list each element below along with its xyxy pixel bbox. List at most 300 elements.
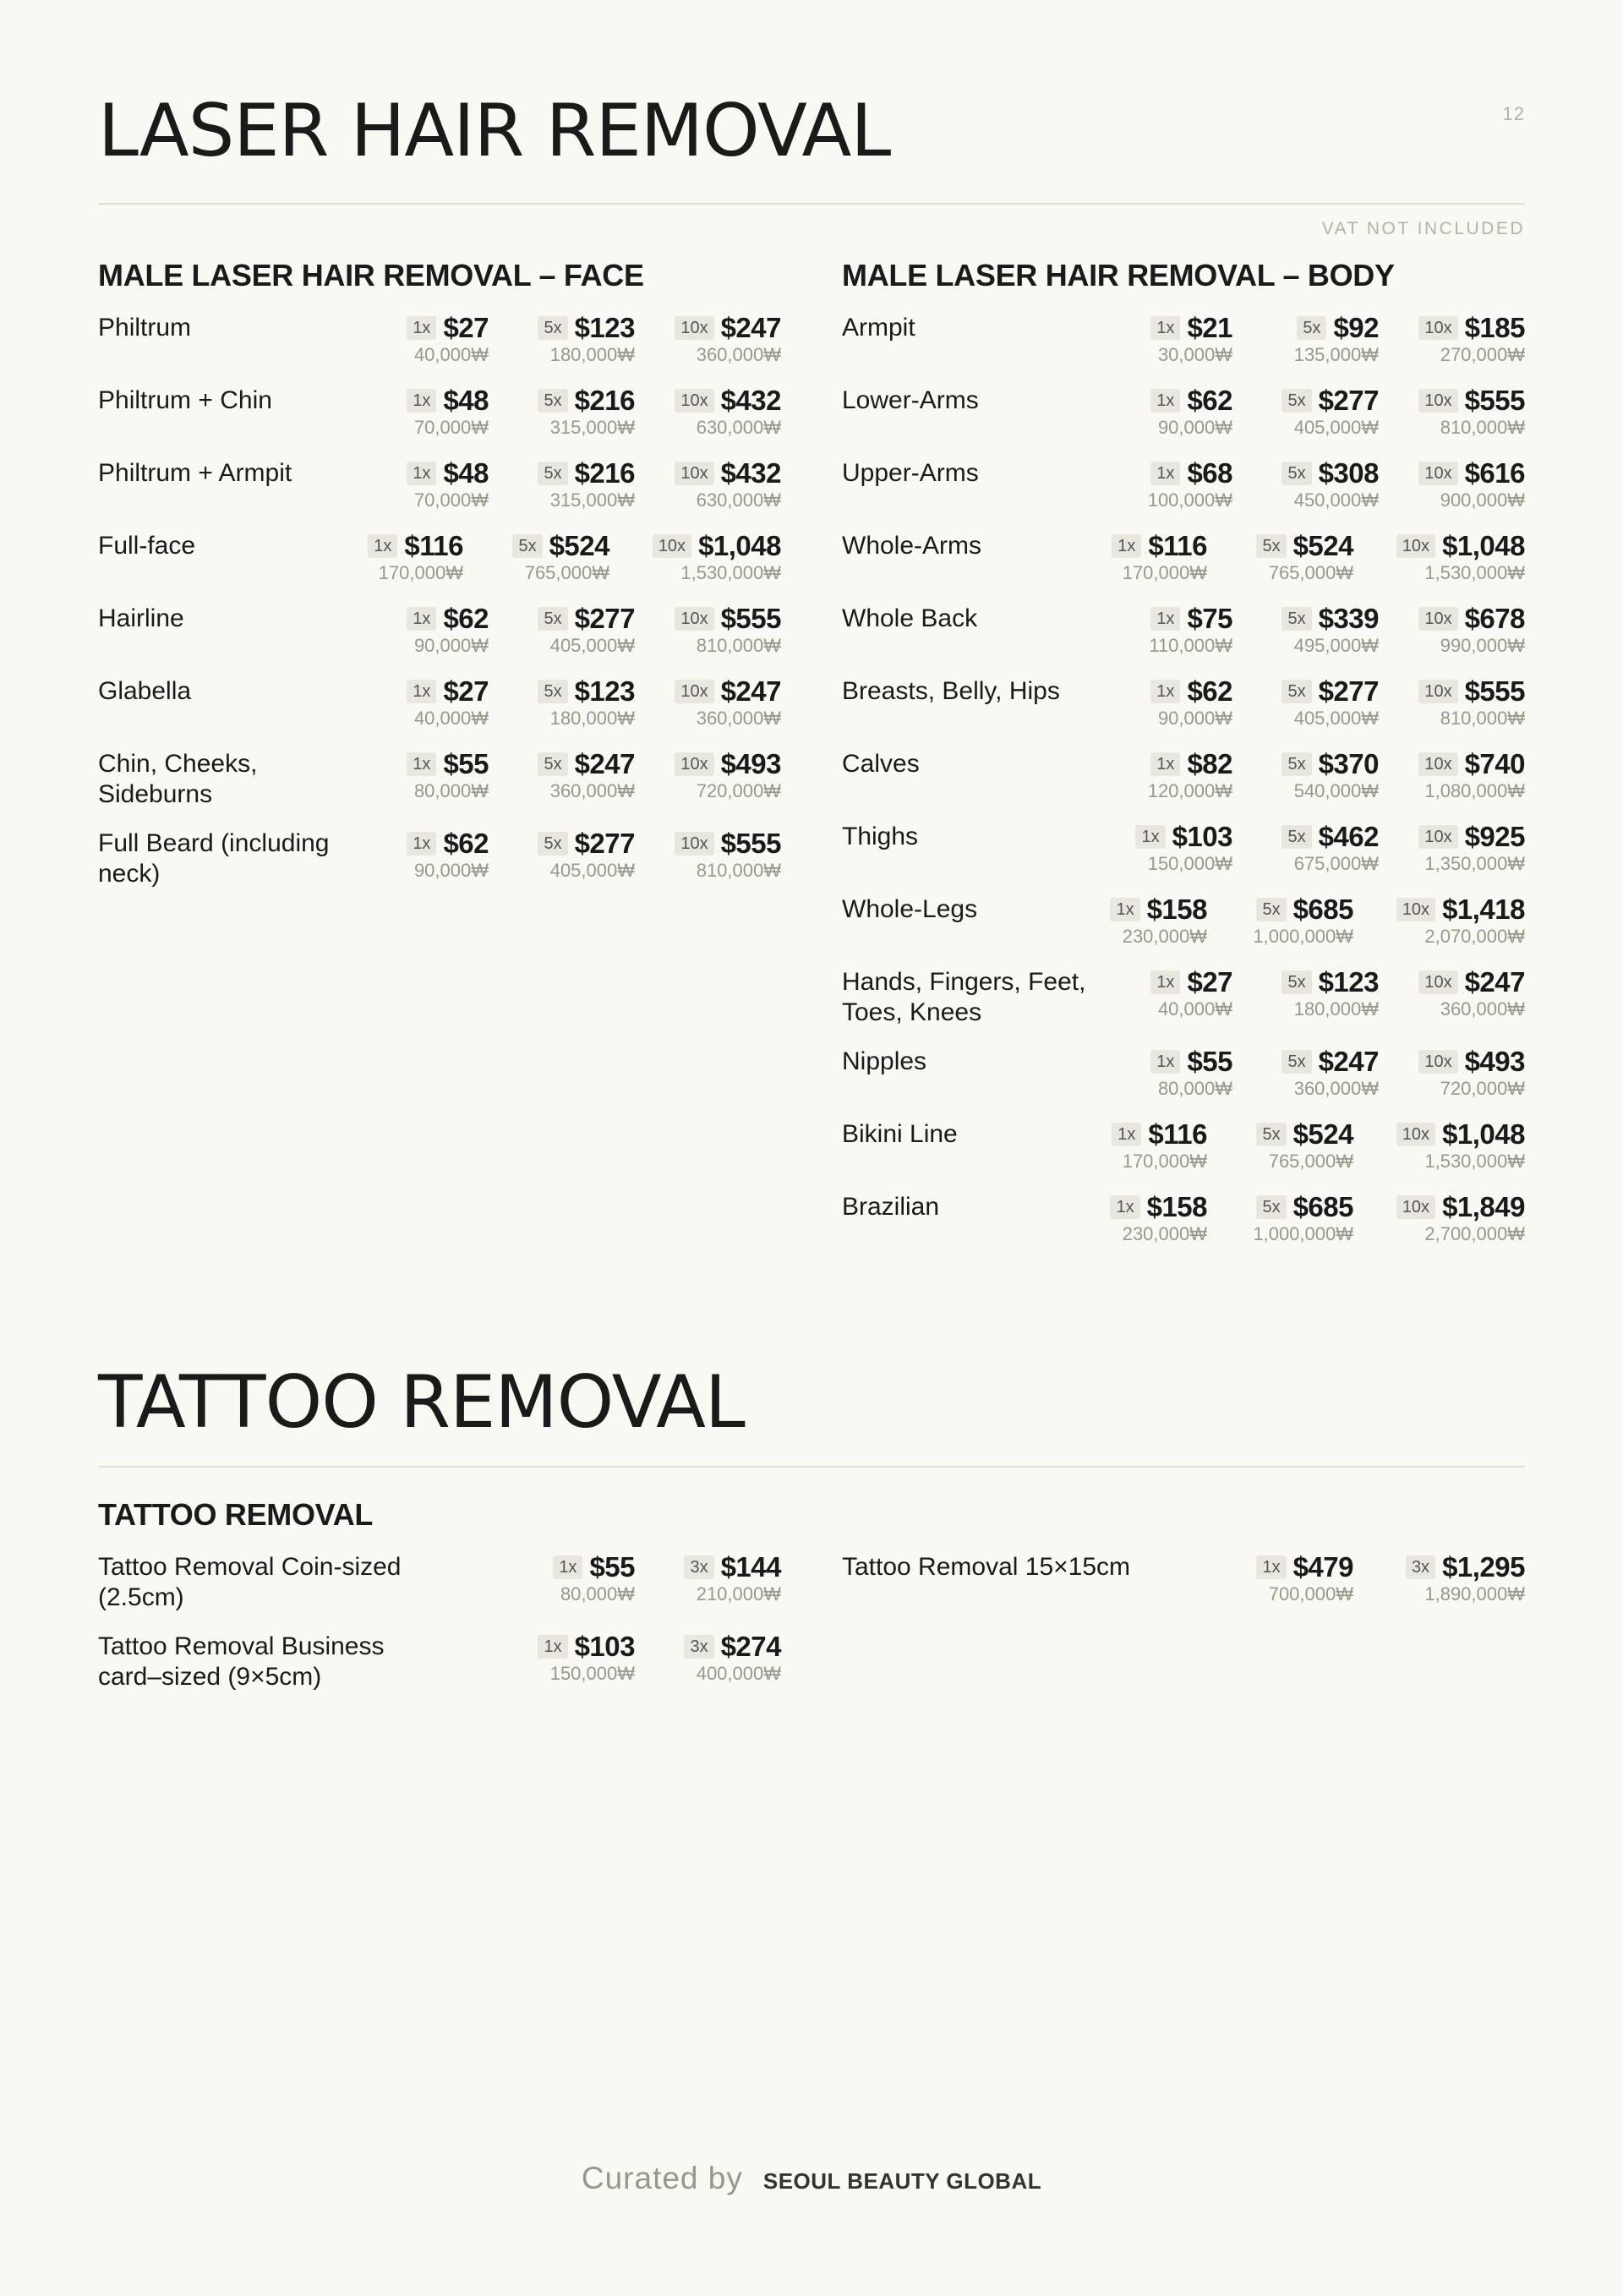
- session-badge: 10x: [675, 752, 713, 776]
- krw-price: 270,000₩: [1440, 343, 1525, 365]
- price-top: [1207, 1552, 1353, 1583]
- treatment-name: Armpit: [842, 313, 915, 342]
- session-badge: 5x: [1281, 389, 1311, 413]
- vat-note: VAT NOT INCLUDED: [1321, 219, 1525, 238]
- session-badge: 1x: [407, 389, 436, 413]
- usd-price: $21: [1187, 311, 1232, 343]
- session-badge: 5x: [1281, 825, 1311, 849]
- session-badge: 3x: [684, 1555, 713, 1579]
- curated-label: Curated by: [581, 2161, 743, 2195]
- krw-price: 360,000₩: [549, 779, 635, 801]
- treatment-name: Thighs: [842, 822, 919, 850]
- face-title: MALE LASER HAIR REMOVAL – FACE: [98, 258, 644, 292]
- price-row: [98, 604, 781, 658]
- price-top: [1086, 313, 1232, 343]
- session-badge: 1x: [1150, 462, 1180, 485]
- session-badge: 1x: [1110, 898, 1139, 921]
- treatment-name: Nipples: [842, 1047, 927, 1075]
- price-group: [1061, 1192, 1525, 1246]
- price-top: [635, 458, 781, 489]
- price-top: [463, 531, 609, 561]
- price-cell: [1207, 1119, 1353, 1173]
- treatment-name: Breasts, Belly, Hips: [842, 676, 1060, 705]
- price-top: [1086, 458, 1232, 489]
- price-row: [842, 1192, 1525, 1246]
- price-group: [1061, 894, 1525, 948]
- price-top: [1061, 1192, 1207, 1222]
- price-cell: [1353, 531, 1525, 585]
- price-top: [489, 828, 635, 859]
- price-top: [1353, 894, 1525, 925]
- session-badge: 10x: [1418, 680, 1457, 703]
- usd-price: $247: [1318, 1045, 1379, 1077]
- treatment-name: Philtrum: [98, 313, 192, 342]
- usd-price: $55: [589, 1550, 635, 1583]
- price-cell: [635, 604, 781, 658]
- usd-price: $62: [443, 827, 489, 859]
- usd-price: $27: [443, 311, 489, 343]
- price-top: [635, 749, 781, 779]
- usd-price: $616: [1464, 456, 1525, 489]
- price-cell: [635, 313, 781, 367]
- treatment-name: Philtrum + Chin: [98, 385, 272, 414]
- price-top: [342, 458, 489, 489]
- usd-price: $925: [1464, 820, 1525, 852]
- price-row: [842, 313, 1525, 367]
- price-top: [1086, 749, 1232, 779]
- krw-price: 30,000₩: [1157, 343, 1232, 365]
- krw-price: 170,000₩: [1122, 561, 1207, 583]
- price-row: [842, 1047, 1525, 1101]
- price-top: [1232, 458, 1379, 489]
- usd-price: $247: [574, 747, 635, 779]
- price-top: [1232, 1047, 1379, 1077]
- price-top: [1353, 1192, 1525, 1222]
- tattoo-right-column: [842, 1552, 1525, 1625]
- krw-price: 1,530,000₩: [1424, 1150, 1525, 1172]
- krw-price: 70,000₩: [413, 489, 489, 511]
- krw-price: 1,000,000₩: [1253, 1222, 1353, 1244]
- usd-price: $555: [720, 827, 781, 859]
- price-cell: [342, 749, 489, 803]
- session-badge: 10x: [675, 389, 713, 413]
- price-cell: [1207, 1552, 1353, 1606]
- session-badge: 10x: [675, 832, 713, 856]
- krw-price: 120,000₩: [1147, 779, 1232, 801]
- price-cell: [1061, 1119, 1207, 1173]
- price-group: [1207, 1552, 1525, 1606]
- price-row: [842, 604, 1525, 658]
- krw-price: 315,000₩: [549, 489, 635, 511]
- krw-price: 810,000₩: [1440, 707, 1525, 729]
- tattoo-left-column: [98, 1498, 781, 1711]
- price-row: [842, 749, 1525, 803]
- session-badge: 5x: [1256, 534, 1286, 558]
- price-cell: [489, 604, 635, 658]
- session-badge: 5x: [512, 534, 542, 558]
- krw-price: 1,080,000₩: [1424, 779, 1525, 801]
- usd-price: $685: [1292, 1190, 1353, 1222]
- session-badge: 10x: [675, 316, 713, 340]
- session-badge: 10x: [1418, 1050, 1457, 1074]
- price-top: [489, 385, 635, 416]
- price-row: [98, 749, 781, 810]
- usd-price: $678: [1464, 602, 1525, 634]
- treatment-name: Full Beard (including neck): [98, 828, 330, 888]
- krw-price: 170,000₩: [378, 561, 463, 583]
- session-badge: 10x: [653, 534, 691, 558]
- price-group: [1086, 385, 1525, 440]
- price-top: [635, 1552, 781, 1583]
- price-top: [1379, 604, 1525, 634]
- usd-price: $339: [1318, 602, 1379, 634]
- session-badge: 1x: [1150, 1050, 1180, 1074]
- usd-price: $55: [443, 747, 489, 779]
- body-title: MALE LASER HAIR REMOVAL – BODY: [842, 258, 1395, 292]
- price-top: [1232, 967, 1379, 998]
- price-group: [1086, 1047, 1525, 1101]
- price-group: [1086, 604, 1525, 658]
- usd-price: $1,048: [698, 529, 781, 561]
- session-badge: 1x: [368, 534, 397, 558]
- price-cell: [1207, 894, 1353, 948]
- price-cell: [1232, 313, 1379, 367]
- price-group: [342, 676, 781, 730]
- treatment-name: Hands, Fingers, Feet, Toes, Knees: [842, 967, 1086, 1026]
- treatment-name: Calves: [842, 749, 920, 778]
- price-top: [1207, 1119, 1353, 1150]
- krw-price: 405,000₩: [1293, 416, 1379, 438]
- krw-price: 675,000₩: [1293, 852, 1379, 874]
- price-cell: [1086, 967, 1232, 1021]
- price-cell: [635, 1632, 781, 1686]
- price-row: [98, 828, 781, 889]
- krw-price: 210,000₩: [696, 1583, 781, 1604]
- usd-price: $48: [443, 456, 489, 489]
- price-cell: [489, 749, 635, 803]
- usd-price: $62: [1187, 675, 1232, 707]
- price-cell: [1353, 894, 1525, 948]
- usd-price: $75: [1187, 602, 1232, 634]
- price-group: [342, 313, 781, 367]
- price-cell: [609, 531, 781, 585]
- session-badge: 10x: [1396, 898, 1435, 921]
- price-cell: [635, 676, 781, 730]
- krw-price: 360,000₩: [1293, 1077, 1379, 1099]
- krw-price: 180,000₩: [549, 707, 635, 729]
- price-cell: [489, 676, 635, 730]
- usd-price: $432: [720, 384, 781, 416]
- usd-price: $92: [1333, 311, 1379, 343]
- price-cell: [1086, 604, 1232, 658]
- usd-price: $116: [404, 529, 463, 561]
- session-badge: 1x: [1135, 825, 1165, 849]
- usd-price: $462: [1318, 820, 1379, 852]
- price-row: [98, 313, 781, 367]
- price-row: [98, 385, 781, 440]
- price-top: [489, 1552, 635, 1583]
- treatment-name: Chin, Cheeks, Sideburns: [98, 749, 258, 808]
- krw-price: 450,000₩: [1293, 489, 1379, 511]
- krw-price: 1,000,000₩: [1253, 925, 1353, 947]
- price-top: [1379, 676, 1525, 707]
- face-column: [98, 259, 781, 908]
- price-top: [1353, 531, 1525, 561]
- krw-price: 110,000₩: [1149, 634, 1232, 656]
- price-row: [842, 894, 1525, 948]
- price-top: [489, 458, 635, 489]
- session-badge: 5x: [1281, 462, 1311, 485]
- krw-price: 540,000₩: [1293, 779, 1379, 801]
- price-row: [842, 1552, 1525, 1606]
- price-cell: [1379, 822, 1525, 876]
- krw-price: 80,000₩: [1157, 1077, 1232, 1099]
- session-badge: 1x: [1150, 970, 1180, 994]
- treatment-name: Tattoo Removal Business card–sized (9×5cm): [98, 1632, 385, 1691]
- usd-price: $277: [574, 602, 635, 634]
- session-badge: 5x: [538, 752, 567, 776]
- usd-price: $555: [1464, 384, 1525, 416]
- krw-price: 720,000₩: [1440, 1077, 1525, 1099]
- price-cell: [1061, 894, 1207, 948]
- session-badge: 1x: [1150, 607, 1180, 631]
- session-badge: 10x: [1418, 462, 1457, 485]
- treatment-name: Philtrum + Armpit: [98, 458, 292, 487]
- session-badge: 1x: [407, 752, 436, 776]
- krw-price: 630,000₩: [696, 489, 781, 511]
- price-top: [1086, 1047, 1232, 1077]
- session-badge: 10x: [675, 462, 713, 485]
- krw-price: 150,000₩: [1147, 852, 1232, 874]
- price-top: [342, 604, 489, 634]
- krw-price: 230,000₩: [1122, 925, 1207, 947]
- price-cell: [635, 385, 781, 440]
- krw-price: 900,000₩: [1440, 489, 1525, 511]
- price-top: [1207, 531, 1353, 561]
- krw-price: 1,530,000₩: [680, 561, 781, 583]
- session-badge: 10x: [1396, 1195, 1435, 1219]
- price-top: [489, 749, 635, 779]
- usd-price: $123: [1318, 965, 1379, 998]
- krw-price: 405,000₩: [549, 859, 635, 881]
- price-top: [342, 676, 489, 707]
- price-top: [1232, 676, 1379, 707]
- tattoo-left-list: [98, 1552, 781, 1692]
- price-cell: [1207, 531, 1353, 585]
- price-group: [1086, 967, 1525, 1021]
- krw-price: 765,000₩: [1268, 561, 1353, 583]
- price-cell: [1232, 749, 1379, 803]
- price-top: [1232, 604, 1379, 634]
- session-badge: 10x: [1418, 607, 1457, 631]
- usd-price: $1,295: [1442, 1551, 1525, 1583]
- price-cell: [1379, 604, 1525, 658]
- price-row: [842, 967, 1525, 1028]
- session-badge: 10x: [1418, 752, 1457, 776]
- krw-price: 630,000₩: [696, 416, 781, 438]
- price-top: [342, 385, 489, 416]
- price-cell: [489, 1632, 635, 1686]
- price-row: [842, 385, 1525, 440]
- price-cell: [342, 676, 489, 730]
- session-badge: 5x: [1281, 970, 1311, 994]
- price-top: [1086, 822, 1232, 852]
- price-cell: [342, 604, 489, 658]
- price-top: [609, 531, 781, 561]
- body-price-list: [842, 313, 1525, 1246]
- price-cell: [1379, 458, 1525, 512]
- usd-price: $82: [1187, 747, 1232, 779]
- price-top: [1379, 385, 1525, 416]
- session-badge: 5x: [538, 680, 567, 703]
- price-top: [1379, 967, 1525, 998]
- krw-price: 230,000₩: [1122, 1222, 1207, 1244]
- price-cell: [489, 1552, 635, 1606]
- price-row: [842, 1119, 1525, 1173]
- price-top: [489, 1632, 635, 1662]
- usd-price: $1,418: [1442, 893, 1525, 925]
- session-badge: 1x: [1112, 1123, 1141, 1146]
- usd-price: $493: [720, 747, 781, 779]
- krw-price: 90,000₩: [413, 634, 489, 656]
- price-cell: [1232, 822, 1379, 876]
- price-row: [98, 531, 781, 585]
- price-cell: [1232, 604, 1379, 658]
- krw-price: 495,000₩: [1293, 634, 1379, 656]
- page-number: 12: [1502, 103, 1525, 124]
- usd-price: $123: [574, 675, 635, 707]
- price-cell: [342, 828, 489, 883]
- usd-price: $524: [1292, 529, 1353, 561]
- usd-price: $685: [1292, 893, 1353, 925]
- krw-price: 360,000₩: [1440, 998, 1525, 1020]
- session-badge: 10x: [675, 607, 713, 631]
- usd-price: $479: [1292, 1551, 1353, 1583]
- session-badge: 10x: [1418, 389, 1457, 413]
- price-top: [635, 604, 781, 634]
- session-badge: 5x: [1256, 1123, 1286, 1146]
- krw-price: 360,000₩: [696, 707, 781, 729]
- krw-price: 80,000₩: [560, 1583, 635, 1604]
- session-badge: 10x: [1396, 534, 1435, 558]
- session-badge: 10x: [675, 680, 713, 703]
- tattoo-divider: [98, 1466, 1525, 1468]
- price-top: [1232, 749, 1379, 779]
- session-badge: 5x: [1281, 680, 1311, 703]
- krw-price: 40,000₩: [413, 343, 489, 365]
- price-group: [342, 604, 781, 658]
- krw-price: 170,000₩: [1122, 1150, 1207, 1172]
- krw-price: 810,000₩: [696, 859, 781, 881]
- krw-price: 405,000₩: [1293, 707, 1379, 729]
- price-group: [1086, 749, 1525, 803]
- price-cell: [489, 313, 635, 367]
- session-badge: 1x: [1112, 534, 1141, 558]
- price-cell: [1207, 1192, 1353, 1246]
- price-row: [842, 531, 1525, 585]
- price-top: [489, 604, 635, 634]
- price-top: [635, 1632, 781, 1662]
- usd-price: $62: [443, 602, 489, 634]
- session-badge: 5x: [1256, 898, 1286, 921]
- session-badge: 5x: [1281, 752, 1311, 776]
- price-top: [635, 313, 781, 343]
- price-group: [1061, 531, 1525, 585]
- price-cell: [342, 458, 489, 512]
- price-group: [342, 749, 781, 803]
- krw-price: 135,000₩: [1293, 343, 1379, 365]
- krw-price: 405,000₩: [549, 634, 635, 656]
- price-top: [1379, 749, 1525, 779]
- price-top: [1232, 385, 1379, 416]
- krw-price: 100,000₩: [1147, 489, 1232, 511]
- treatment-name: Brazilian: [842, 1192, 940, 1221]
- usd-price: $1,048: [1442, 529, 1525, 561]
- usd-price: $308: [1318, 456, 1379, 489]
- price-row: [98, 676, 781, 730]
- price-group: [489, 1552, 781, 1606]
- price-row: [98, 1552, 781, 1613]
- usd-price: $1,849: [1442, 1190, 1525, 1222]
- price-top: [489, 313, 635, 343]
- treatment-name: Whole-Arms: [842, 531, 982, 560]
- session-badge: 10x: [1396, 1123, 1435, 1146]
- price-group: [1086, 458, 1525, 512]
- session-badge: 5x: [1297, 316, 1326, 340]
- price-cell: [489, 458, 635, 512]
- price-cell: [1086, 749, 1232, 803]
- price-cell: [1379, 749, 1525, 803]
- treatment-name: Upper-Arms: [842, 458, 979, 487]
- price-cell: [342, 385, 489, 440]
- price-cell: [1379, 385, 1525, 440]
- price-cell: [489, 385, 635, 440]
- price-top: [1086, 385, 1232, 416]
- price-cell: [1379, 967, 1525, 1021]
- usd-price: $158: [1146, 1190, 1207, 1222]
- usd-price: $493: [1464, 1045, 1525, 1077]
- usd-price: $277: [574, 827, 635, 859]
- price-group: [1061, 1119, 1525, 1173]
- krw-price: 765,000₩: [1268, 1150, 1353, 1172]
- krw-price: 180,000₩: [1293, 998, 1379, 1020]
- price-cell: [317, 531, 463, 585]
- price-cell: [1061, 1192, 1207, 1246]
- price-top: [1086, 604, 1232, 634]
- tattoo-right-list: [842, 1552, 1525, 1606]
- session-badge: 10x: [1418, 316, 1457, 340]
- price-top: [1061, 531, 1207, 561]
- usd-price: $103: [574, 1630, 635, 1662]
- treatment-name: Tattoo Removal Coin-sized (2.5cm): [98, 1552, 402, 1611]
- session-badge: 5x: [1281, 1050, 1311, 1074]
- price-cell: [1086, 313, 1232, 367]
- usd-price: $524: [549, 529, 609, 561]
- price-cell: [1232, 1047, 1379, 1101]
- krw-price: 180,000₩: [549, 343, 635, 365]
- price-page: [98, 0, 1525, 2296]
- usd-price: $103: [1172, 820, 1232, 852]
- usd-price: $555: [1464, 675, 1525, 707]
- krw-price: 90,000₩: [1157, 416, 1232, 438]
- session-badge: 1x: [407, 680, 436, 703]
- session-badge: 1x: [538, 1635, 567, 1659]
- price-top: [317, 531, 463, 561]
- usd-price: $116: [1148, 529, 1207, 561]
- price-top: [1379, 313, 1525, 343]
- treatment-name: Hairline: [98, 604, 184, 632]
- price-row: [842, 676, 1525, 730]
